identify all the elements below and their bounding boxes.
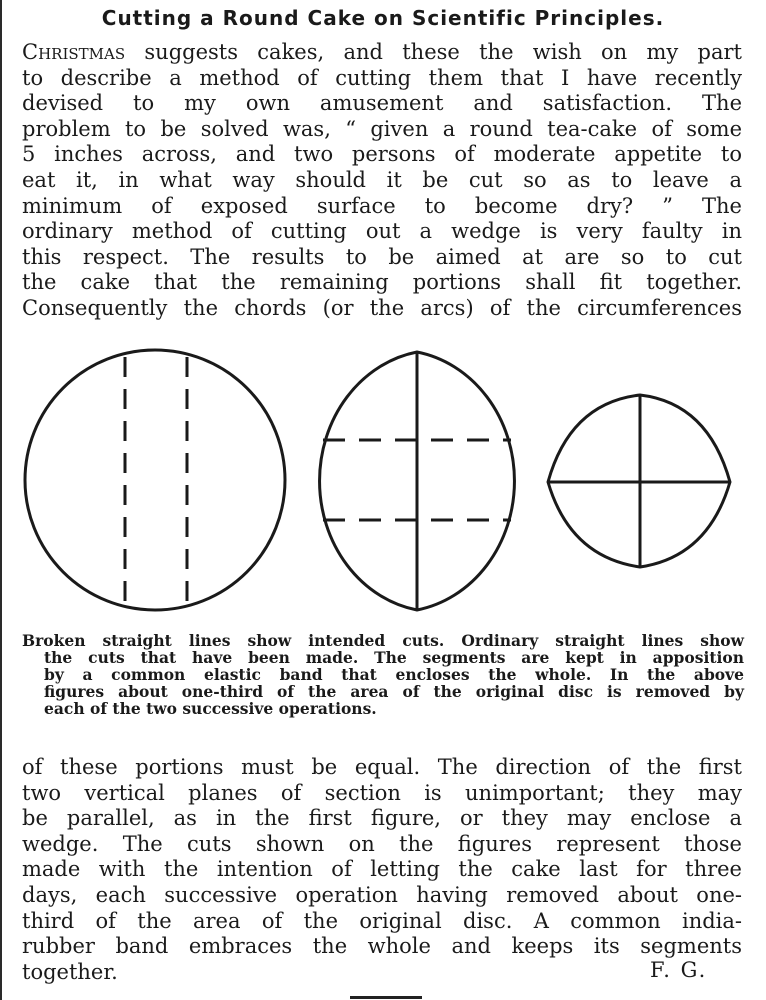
figure-1 xyxy=(25,350,285,610)
text-line: problem to be solved was, “ given a round tea-cake of some xyxy=(22,116,742,141)
text-line: of these portions must be equal. The direction of the first xyxy=(22,755,742,779)
text-line: together. xyxy=(22,959,118,984)
text-line: the cake that the remaining portions shall fit together. xyxy=(22,270,742,295)
caption-line: Broken straight lines show intended cuts. Ordinary straight lines show xyxy=(22,631,744,650)
text-line: wedge. The cuts shown on the figures represent those xyxy=(22,831,742,856)
text-line: made with the intention of letting the cake last for three xyxy=(22,857,742,882)
text-line: Consequently the chords (or the arcs) of the circumferences xyxy=(22,295,742,320)
text-line: ordinary method of cutting out a wedge is very faulty in xyxy=(22,219,742,244)
section-divider xyxy=(350,996,422,999)
cake-figures xyxy=(0,345,766,625)
text-line: to describe a method of cutting them that I have recently xyxy=(22,65,742,90)
text-line: be parallel, as in the first figure, or they may enclose a xyxy=(22,806,742,831)
text-line: two vertical planes of section is unimportant; they may xyxy=(22,780,742,805)
drop-word: Christmas xyxy=(22,40,126,64)
text-line: devised to my own amusement and satisfaction. The xyxy=(22,91,742,116)
author-signature: F. G. xyxy=(650,958,708,982)
caption-line: the cuts that have been made. The segments are kept in apposition xyxy=(44,648,744,667)
paragraph-intro xyxy=(22,40,742,322)
paragraph-continued xyxy=(22,755,742,985)
text-line: minimum of exposed surface to become dry? ” The xyxy=(22,193,742,218)
caption-line: by a common elastic band that encloses the whole. In the above xyxy=(44,665,744,684)
text-line: Christmas suggests cakes, and these the wish on my part xyxy=(22,40,742,64)
caption-line: each of the two successive operations. xyxy=(44,699,377,718)
figure-3 xyxy=(548,395,730,567)
text-line: third of the area of the original disc. A common india- xyxy=(22,908,742,933)
figure-2 xyxy=(320,352,515,610)
text-line: days, each successive operation having removed about one- xyxy=(22,882,742,907)
text-line: this respect. The results to be aimed at are so to cut xyxy=(22,244,742,269)
cake-disc-outline xyxy=(25,350,285,610)
text-line: rubber band embraces the whole and keeps its segments xyxy=(22,934,742,959)
article-title: Cutting a Round Cake on Scientific Principles. xyxy=(101,6,665,30)
caption-line: figures about one-third of the area of the original disc is removed by xyxy=(44,682,744,701)
text-line: eat it, in what way should it be cut so as to leave a xyxy=(22,167,742,192)
text-line: 5 inches across, and two persons of moderate appetite to xyxy=(22,142,742,167)
figure-caption xyxy=(22,632,744,717)
